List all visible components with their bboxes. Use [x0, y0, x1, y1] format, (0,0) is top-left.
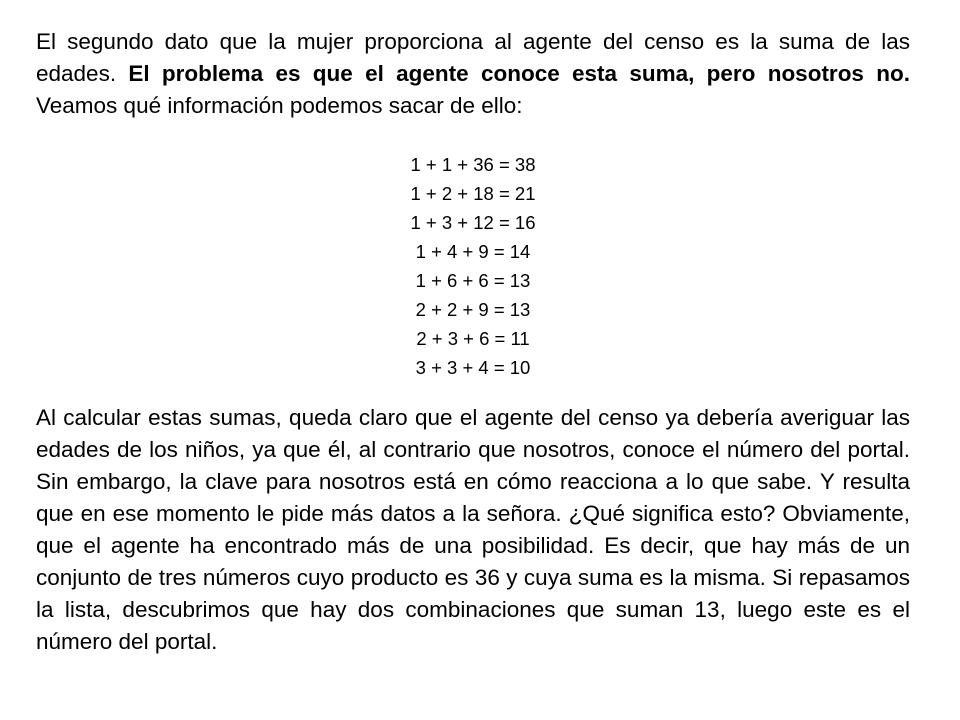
sum-line: 2 + 3 + 6 = 11: [416, 328, 530, 349]
intro-paragraph: [36, 26, 910, 122]
sum-line: 1 + 2 + 18 = 21: [410, 183, 536, 204]
sum-line: 1 + 3 + 12 = 16: [410, 212, 536, 233]
sum-line: 1 + 1 + 36 = 38: [410, 154, 536, 175]
sum-line: 2 + 2 + 9 = 13: [415, 299, 531, 320]
intro-bold-statement: El problema es que el agente conoce esta suma, pero nosotros no.: [128, 61, 910, 86]
intro-text-start: El segundo dato que la mujer proporciona al agente del censo es la suma de las edades.: [36, 29, 910, 86]
sum-line: 1 + 4 + 9 = 14: [415, 241, 531, 262]
sum-line: 3 + 3 + 4 = 10: [415, 357, 531, 378]
slide-content: [36, 26, 910, 658]
intro-text-end: Veamos qué información podemos sacar de ello:: [36, 93, 523, 118]
conclusion-paragraph: Al calcular estas sumas, queda claro que el agente del censo ya debería averiguar las edades de los niños, ya que él, al contrario que nosotros, conoce el número del portal. Sin embargo, la clave para nosotros está en cómo reacciona a lo que sabe. Y resulta que en ese momento le pide más datos a la señora. ¿Qué significa esto? Obviamente, que el agente ha encontrado más de una posibilidad. Es decir, que hay más de un conjunto de tres números cuyo producto es 36 y cuya suma es la misma. Si repasamos la lista, descubrimos que hay dos combinaciones que suman 13, luego este es el número del portal.: [36, 405, 910, 654]
sums-list: [36, 150, 910, 382]
sum-line: 1 + 6 + 6 = 13: [415, 270, 531, 291]
